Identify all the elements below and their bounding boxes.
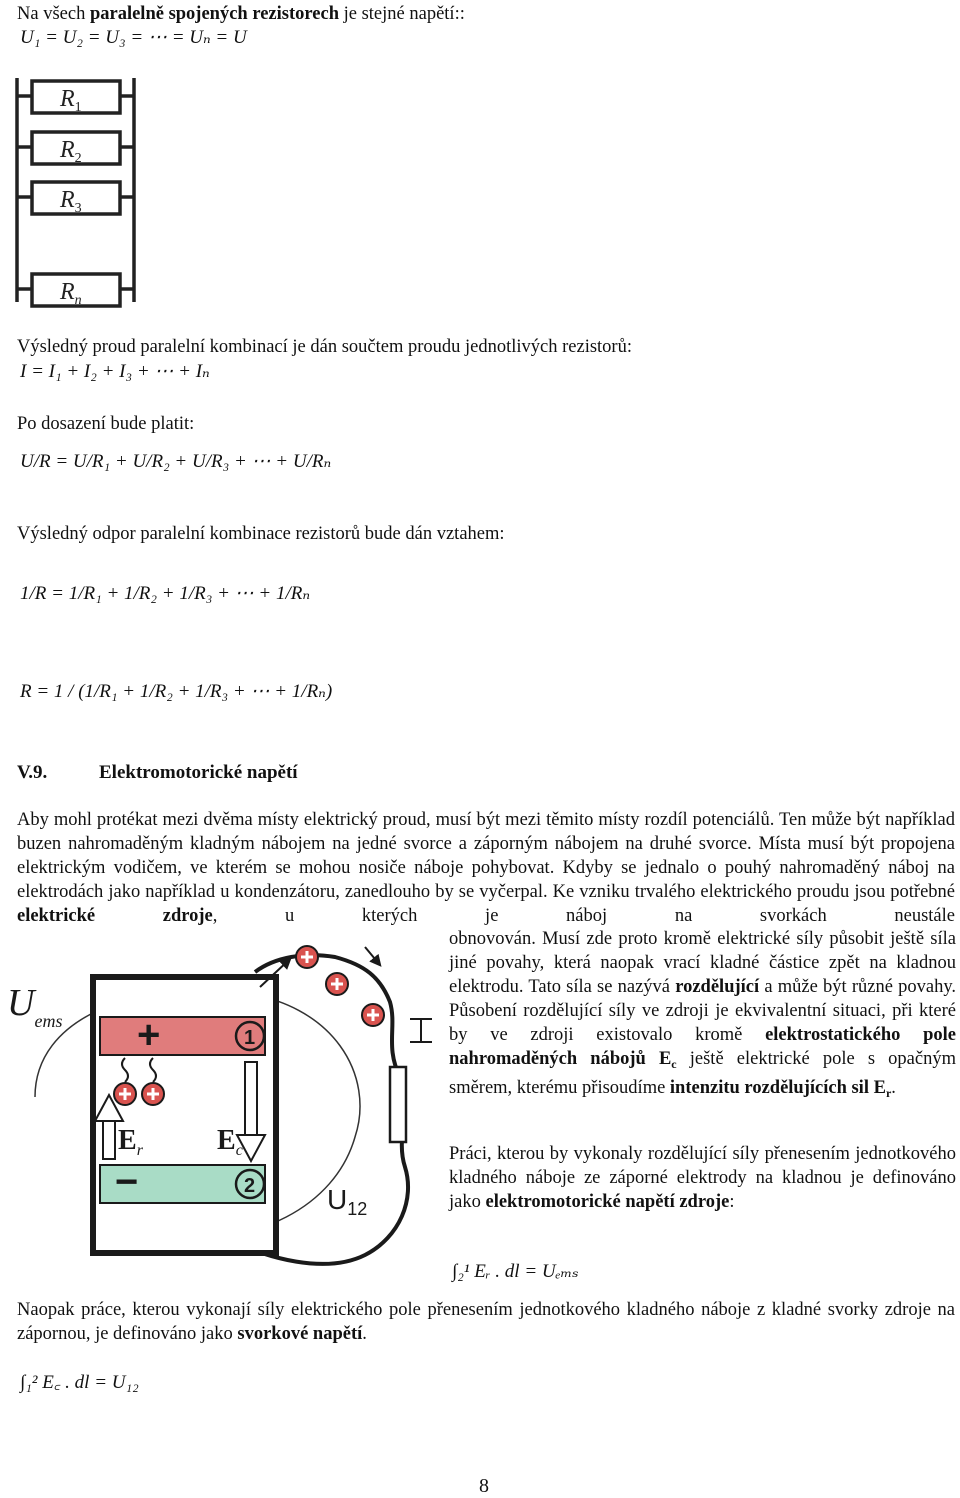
section-title: Elektromotorické napětí — [99, 762, 298, 783]
circle-2-label: 2 — [244, 1175, 256, 1197]
resistor-r3-label: $R_3$ — [60, 187, 82, 216]
paragraph-right-2 — [449, 1142, 956, 1214]
resistor-rn-label: $R_n$ — [60, 279, 82, 308]
circle-1-label: 1 — [244, 1027, 256, 1049]
emf-term: elektromotorické napětí zdroje — [485, 1192, 730, 1212]
separating-term: rozdělující — [675, 977, 760, 997]
positive-plate — [100, 1017, 265, 1055]
substitution-text: Po dosazení bude platit: — [17, 414, 195, 434]
emf-source-figure — [5, 937, 445, 1277]
right2-text-c: : — [729, 1192, 735, 1212]
resistance-text: Výsledný odpor paralelní kombinace rezistorů bude dán vztahem: — [17, 524, 505, 544]
right1-text-g: . — [891, 1078, 896, 1098]
electric-sources-term: elektrické zdroje — [17, 906, 213, 926]
resistance-equation-1: 1/R = 1/R₁ + 1/R₂ + 1/R₃ + ⋯ + 1/Rₙ — [20, 583, 311, 604]
emf-equation: ∫₂¹ Eᵣ . dl = Uₑₘₛ — [452, 1261, 579, 1282]
paragraph-3-end: . — [362, 1324, 367, 1344]
intro-paragraph — [17, 2, 947, 26]
paragraph-1-text: Aby mohl protékat mezi dvěma místy elektrický proud, musí být mezi těmito místy rozdíl potenciálů. Ten může být například buzen nahromaděným kladným nábojem na jedné svorce a záporným nábojem na druhé svorce. Místa musí být propojena elektrickým vodičem, ve kterém se mohou nosiče náboje pohybovat. Kdyby se jednalo o pouhý nahromaděný náboj na elektrodách jako například u kondenzátoru, zanedlouho by se vyčerpal. Ke vzniku trvalého elektrického proudu jsou potřebné — [17, 810, 955, 902]
section-number: V.9. — [17, 762, 48, 783]
electrostatic-field-sub: c — [671, 1057, 677, 1071]
ec-label: $E_c$ — [217, 1125, 243, 1159]
paragraph-1 — [17, 808, 955, 928]
separating-intensity-sub: r — [885, 1086, 892, 1100]
paragraph-3 — [17, 1298, 955, 1346]
terminal-voltage-term: svorkové napětí — [237, 1324, 363, 1344]
resistor-r1-label: $R_1$ — [60, 86, 82, 115]
paragraph-3-text: Naopak práce, kterou vykonají síly elektrického pole přenesením jednotkového kladného náboje z kladné svorky zdroje na zápornou, je definováno jako — [17, 1300, 955, 1344]
electrostatic-field-label: elektrostatického pole nahromaděných nábojů E — [449, 1025, 956, 1069]
plus-sign: + — [137, 1013, 161, 1057]
terminal-voltage-equation: ∫₁² E꜀ . dl = U₁₂ — [20, 1372, 139, 1393]
uems-label: $U_{ems}$ — [7, 982, 63, 1031]
minus-sign: − — [115, 1160, 139, 1204]
u12-label: $U_{12}$ — [327, 1184, 368, 1219]
separating-intensity-label: intenzitu rozdělujících sil E — [669, 1078, 886, 1098]
resistor-element — [390, 1019, 432, 1142]
right2-text-a: Práci, kterou by vykonaly rozdělující síly přenesením jednotkového kladného náboje ze záporné elektrody na kladnou je definováno jako — [449, 1144, 956, 1212]
right1-text-a: obnovován. Musí zde proto kromě elektrické síly působit ještě síla jiné povahy, která naopak vrací kladné částice zpět na kladnou elektrodu. Tato síla se nazývá — [449, 929, 956, 997]
paragraph-right-1 — [449, 927, 956, 1105]
er-label: $E_r$ — [118, 1125, 143, 1159]
flow-arrow-right — [365, 947, 380, 965]
voltage-equation: U₁ = U₂ = U₃ = ⋯ = Uₙ = U — [20, 27, 247, 48]
current-text: Výsledný proud paralelní kombinací je dán součtem proudu jednotlivých rezistorů: — [17, 337, 632, 357]
resistor-r2-label: $R_2$ — [60, 137, 82, 166]
resistance-equation-2: R = 1 / (1/R₁ + 1/R₂ + 1/R₃ + ⋯ + 1/Rₙ) — [20, 681, 333, 702]
intro-text-end: je stejné napětí:: — [338, 4, 465, 24]
page-number: 8 — [479, 1475, 489, 1497]
intro-bold: paralelně spojených rezistorech — [89, 4, 339, 24]
right1-text-e: ještě elektrické pole s opačným směrem, kterému přisoudíme — [449, 1049, 956, 1098]
right1-text-c: a může být různé povahy. Působení rozdělující síly ve zdroji je ekvivalentní situaci, při které by ve zdroji existovalo kromě — [449, 977, 956, 1045]
paragraph-1-end: , u kterých je náboj na svorkách neustále — [212, 906, 955, 926]
current-equation: I = I₁ + I₂ + I₃ + ⋯ + Iₙ — [20, 361, 210, 382]
intro-text: Na všech — [17, 4, 90, 24]
separating-intensity-term — [670, 1078, 891, 1098]
substitution-equation: U/R = U/R₁ + U/R₂ + U/R₃ + ⋯ + U/Rₙ — [20, 451, 332, 472]
parallel-resistors-diagram — [10, 75, 140, 310]
